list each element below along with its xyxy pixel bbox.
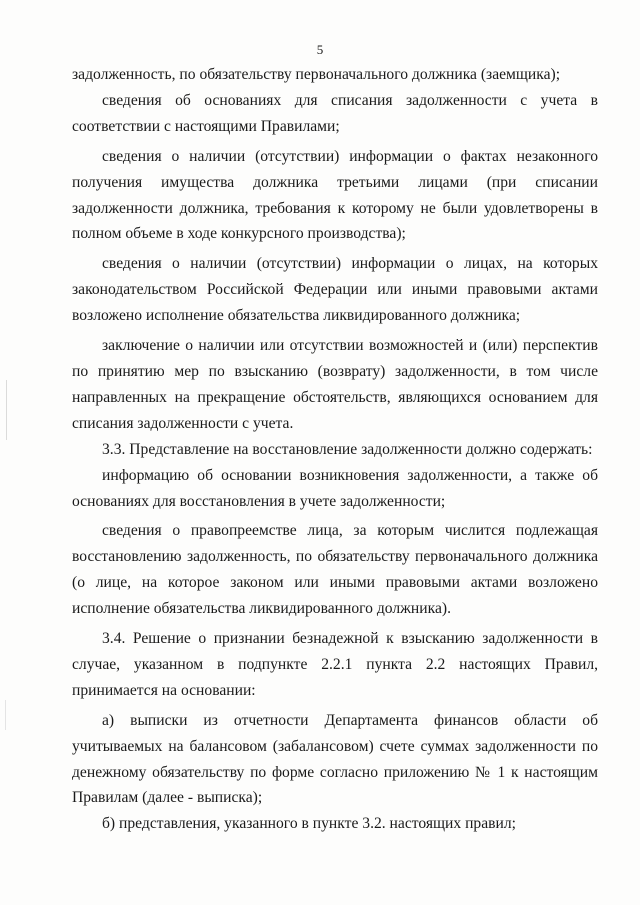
paragraph-recovery-conclusion: заключение о наличии или отсутствии возможностей и (или) перспектив по принятию мер по взысканию (возврату) задолженности, в том числе направленных на прекращение обстоятельств, являющихся основанием для списания задолженности с учета. — [72, 337, 598, 432]
paragraph-item-b-submission: б) представления, указанного в пункте 3.2. настоящих правил; — [102, 815, 516, 833]
paragraph-section-3-4: 3.4. Решение о признании безнадежной к взысканию задолженности в случае, указанном в подпункте 2.2.1 пункта 2.2 настоящих Правил, принимается на основании: — [72, 630, 598, 699]
document-body — [72, 62, 598, 837]
scan-edge-mark — [5, 700, 6, 730]
paragraph-liable-persons-info: сведения о наличии (отсутствии) информации о лицах, на которых законодательством Российской Федерации или иными правовыми актами возложено исполнение обязательства ликвидированного должника; — [72, 255, 598, 325]
scan-edge-mark — [6, 380, 7, 440]
paragraph-succession-info: сведения о правопреемстве лица, за которым числится подлежащая восстановлению задолженность, по обязательству первоначального должника (о лице, на которое законом или иными правовыми актами возложено исполнение обязательства ликвидированного должника). — [72, 522, 598, 618]
page-number: 5 — [316, 42, 324, 57]
paragraph-origin-info: информацию об основании возникновения задолженности, а также об основаниях для восстановления в учете задолженности; — [72, 466, 598, 510]
paragraph-illegal-property-info: сведения о наличии (отсутствии) информации о фактах незаконного получения имущества должника третьими лицами (при списании задолженности должника, требования к которому не были удовлетворены в полном объеме в ходе конкурсного производства); — [72, 147, 598, 243]
paragraph-write-off-grounds: сведения об основаниях для списания задолженности с учета в соответствии с настоящими Правилами; — [72, 91, 598, 135]
paragraph-section-3-3: 3.3. Представление на восстановление задолженности должно содержать: — [102, 440, 593, 458]
paragraph-item-a-extract: а) выписки из отчетности Департамента финансов области об учитываемых на балансовом (забалансовом) счете суммах задолженности по денежному обязательству по форме согласно приложению № 1 к настоящим Правилам (далее - выписка); — [72, 711, 598, 807]
paragraph-debt-continuation: задолженность, по обязательству первоначального должника (заемщика); — [72, 66, 561, 83]
